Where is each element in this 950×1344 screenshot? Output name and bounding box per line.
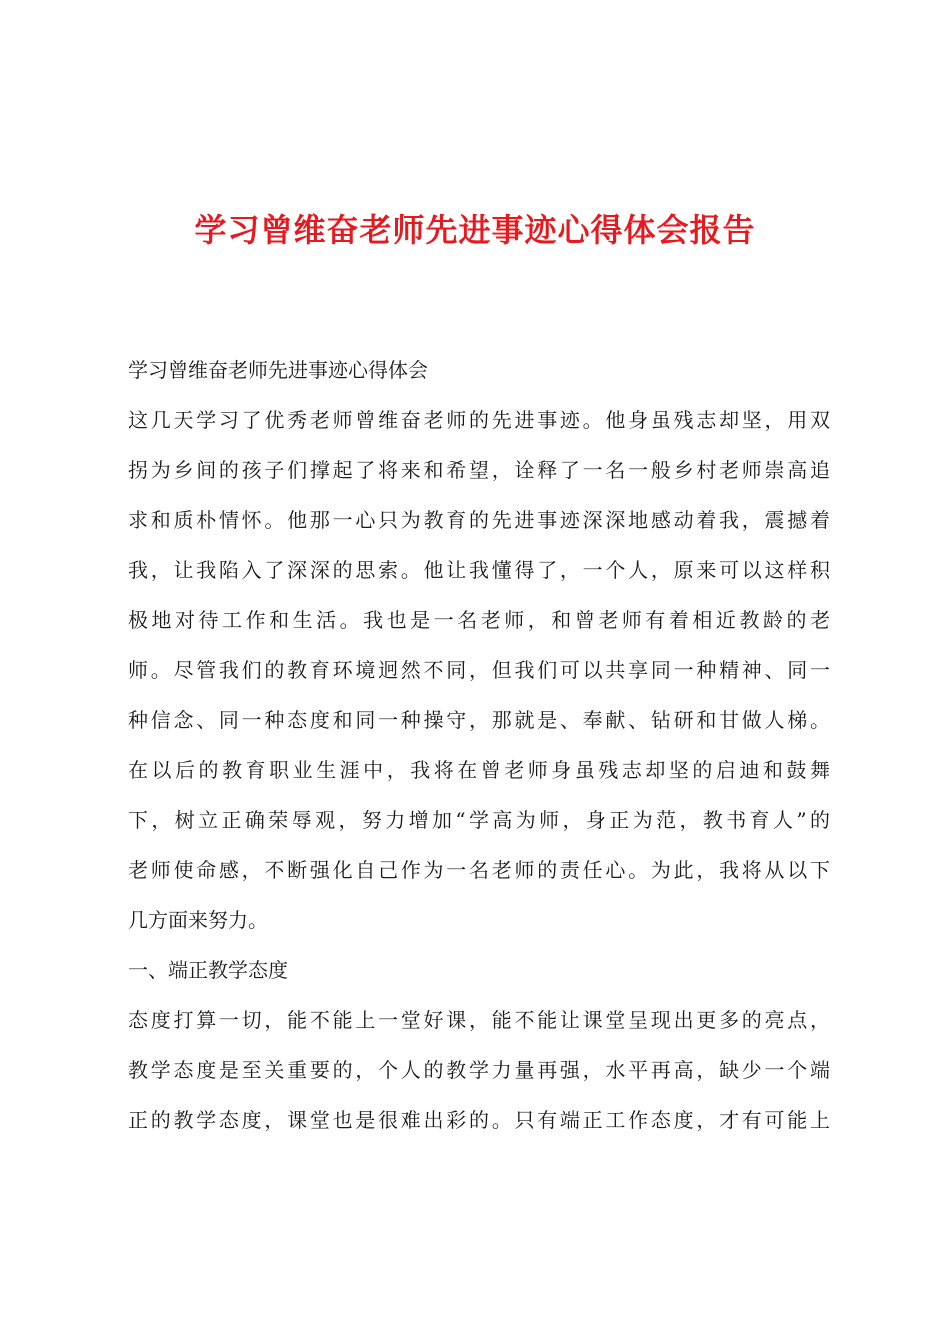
paragraph-line: 这几天学习了优秀老师曾维奋老师的先进事迹。他身虽残志却坚，用双	[128, 408, 830, 432]
paragraph-line: 几方面来努力。	[128, 908, 268, 932]
paragraph-line: 在以后的教育职业生涯中，我将在曾老师身虽残志却坚的启迪和鼓舞	[128, 758, 830, 782]
document-body	[128, 345, 830, 1145]
paragraph-line: 拐为乡间的孩子们撑起了将来和希望，诠释了一名一般乡村老师崇高追	[128, 458, 830, 482]
paragraph-line: 种信念、同一种态度和同一种操守，那就是、奉献、钻研和甘做人梯。	[128, 708, 830, 732]
paragraph-line: 教学态度是至关重要的，个人的教学力量再强，水平再高，缺少一个端	[128, 1058, 830, 1082]
paragraph-line: 老师使命感，不断强化自己作为一名老师的责任心。为此，我将从以下	[128, 858, 830, 882]
section-heading: 一、端正教学态度	[128, 958, 288, 982]
document-title: 学习曾维奋老师先进事迹心得体会报告	[194, 211, 756, 249]
paragraph-line: 态度打算一切，能不能上一堂好课，能不能让课堂呈现出更多的亮点，	[128, 1008, 830, 1032]
paragraph-line: 求和质朴情怀。他那一心只为教育的先进事迹深深地感动着我，震撼着	[128, 508, 830, 532]
paragraph-line: 正的教学态度，课堂也是很难出彩的。只有端正工作态度，才有可能上	[128, 1108, 830, 1132]
paragraph-line: 师。尽管我们的教育环境迥然不同，但我们可以共享同一种精神、同一	[128, 658, 830, 682]
paragraph-line: 下，树立正确荣辱观，努力增加“学高为师，身正为范，教书育人”的	[128, 808, 830, 832]
paragraph-line: 极地对待工作和生活。我也是一名老师，和曾老师有着相近教龄的老	[128, 608, 830, 632]
paragraph-line: 我，让我陷入了深深的思索。他让我懂得了，一个人，原来可以这样积	[128, 558, 830, 582]
subtitle-line: 学习曾维奋老师先进事迹心得体会	[128, 358, 428, 382]
